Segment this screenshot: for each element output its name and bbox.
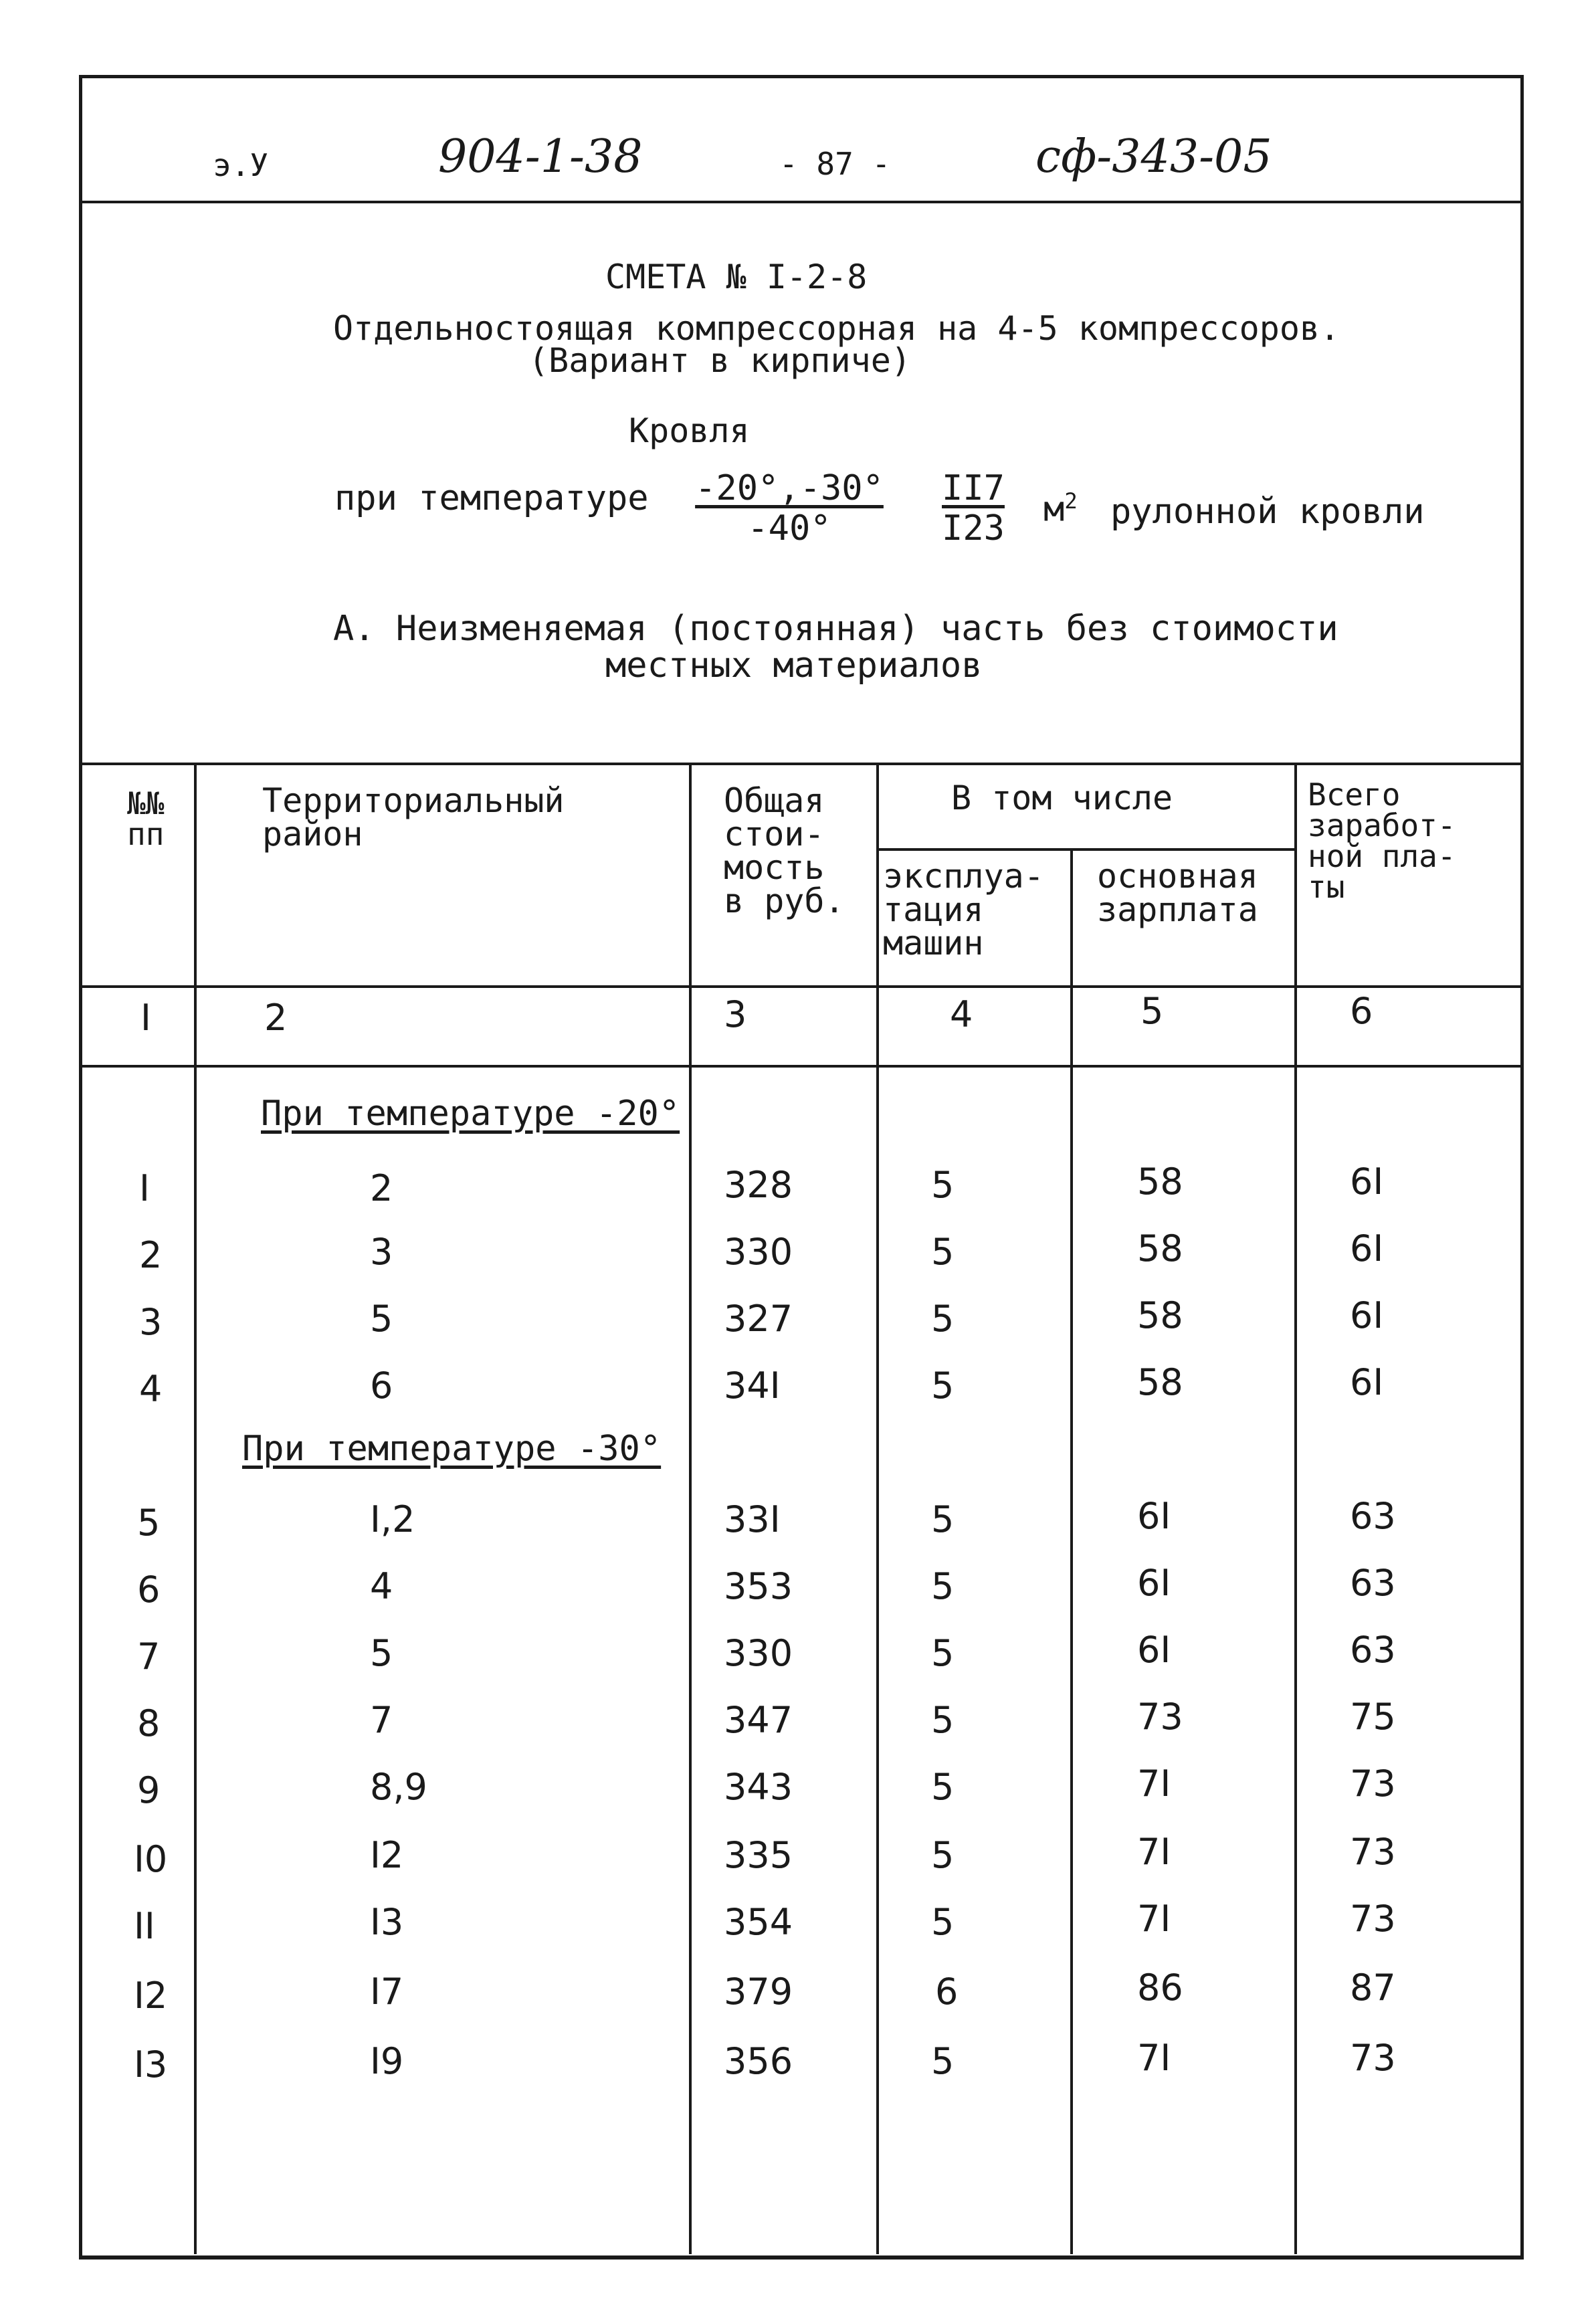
base-salary: 7I: [1137, 1831, 1171, 1873]
subheader-rule: [876, 848, 1294, 851]
total-cost: 330: [724, 1632, 793, 1674]
total-cost: 379: [724, 1971, 793, 2013]
region: 2: [370, 1167, 393, 1209]
total-cost: 335: [724, 1834, 793, 1876]
base-salary: 6I: [1137, 1562, 1171, 1604]
region: 5: [370, 1632, 393, 1674]
project-number: 904-1-38: [438, 130, 643, 183]
area-unit: [1043, 488, 1078, 529]
temperature-numerator: -20°,-30°: [695, 468, 884, 508]
base-salary: 58: [1137, 1294, 1183, 1336]
unit-text: м: [1043, 489, 1065, 530]
total-cost: 328: [724, 1164, 793, 1206]
column-number: 2: [264, 997, 288, 1039]
area-fraction: [933, 468, 1013, 548]
region: I9: [370, 2040, 404, 2082]
row-number: 6: [137, 1569, 161, 1611]
total-salary: 6I: [1350, 1361, 1384, 1403]
total-cost: 343: [724, 1766, 793, 1808]
header-rule: [79, 201, 1520, 203]
temperature-fraction: [689, 468, 890, 548]
row-number: 9: [137, 1769, 161, 1811]
roof-type: рулонной кровли: [1110, 492, 1425, 532]
total-salary: 73: [1350, 1831, 1396, 1873]
col-divider-4: [1070, 848, 1073, 2254]
total-salary: 87: [1350, 1967, 1396, 2009]
header-base-salary: основная зарплата: [1097, 857, 1258, 929]
machines: 5: [931, 1298, 955, 1340]
machines: 5: [931, 1699, 955, 1741]
row-number: II: [134, 1905, 155, 1947]
row-number: 7: [137, 1635, 161, 1678]
total-salary: 6I: [1350, 1227, 1384, 1270]
total-salary: 63: [1350, 1562, 1396, 1604]
row-number: 3: [139, 1301, 163, 1343]
total-cost: 33I: [724, 1498, 781, 1540]
total-cost: 353: [724, 1565, 793, 1607]
region: 4: [370, 1565, 393, 1607]
region: 8,9: [370, 1766, 427, 1808]
region: 3: [370, 1231, 393, 1273]
row-number: 4: [139, 1368, 163, 1410]
row-number: I2: [134, 1975, 168, 2017]
part-heading: А. Неизменяемая (постоянная) часть без стоимости: [333, 609, 1338, 649]
header-row-number: №№ пп: [127, 785, 165, 852]
column-number: 4: [950, 993, 973, 1035]
region: I7: [370, 1971, 404, 2013]
total-cost: 347: [724, 1699, 793, 1741]
base-salary: 58: [1137, 1361, 1183, 1403]
base-salary: 58: [1137, 1161, 1183, 1203]
header-mark: э.У: [213, 147, 269, 183]
page-number: - 87 -: [779, 146, 891, 182]
unit-exponent: 2: [1064, 488, 1078, 514]
row-number: I: [139, 1167, 150, 1209]
header-bottom-rule: [79, 985, 1520, 988]
row-number: 5: [137, 1502, 161, 1544]
total-salary: 73: [1350, 2037, 1396, 2079]
machines: 5: [931, 1231, 955, 1273]
table-top-rule: [79, 763, 1520, 765]
machines: 5: [931, 1164, 955, 1206]
machines: 5: [931, 1834, 955, 1876]
header-including: В том числе: [951, 779, 1173, 817]
machines: 5: [931, 1498, 955, 1540]
total-cost: 356: [724, 2040, 793, 2082]
region: I,2: [370, 1498, 415, 1540]
region: I2: [370, 1834, 404, 1876]
base-salary: 86: [1137, 1967, 1183, 2009]
temperature-denominator: -40°: [747, 508, 831, 548]
total-cost: 354: [724, 1901, 793, 1943]
base-salary: 6I: [1137, 1495, 1171, 1537]
machines: 5: [931, 1365, 955, 1407]
document-code: сф-343-05: [1035, 130, 1272, 183]
machines: 5: [931, 1565, 955, 1607]
temperature-label: при температуре: [334, 478, 649, 518]
col-divider-5: [1294, 763, 1297, 2254]
total-salary: 73: [1350, 1763, 1396, 1805]
total-salary: 63: [1350, 1629, 1396, 1671]
total-cost: 327: [724, 1298, 793, 1340]
base-salary: 7I: [1137, 1763, 1171, 1805]
col-divider-3: [876, 763, 879, 2254]
total-salary: 6I: [1350, 1294, 1384, 1336]
header-total-cost: Общая стои- мость в руб.: [724, 781, 845, 920]
column-number: I: [140, 997, 151, 1039]
total-cost: 330: [724, 1231, 793, 1273]
total-salary: 75: [1350, 1696, 1396, 1738]
area-numerator: II7: [942, 468, 1005, 508]
header-region: Территориальный район: [262, 781, 565, 854]
total-salary: 63: [1350, 1495, 1396, 1537]
total-cost: 34I: [724, 1365, 781, 1407]
header-machines: эксплуа- тация машин: [883, 857, 1044, 963]
column-numbers-rule: [79, 1065, 1520, 1068]
base-salary: 7I: [1137, 2037, 1171, 2079]
row-number: I0: [134, 1838, 168, 1880]
base-salary: 6I: [1137, 1629, 1171, 1671]
total-salary: 73: [1350, 1898, 1396, 1940]
estimate-variant: (Вариант в кирпиче): [528, 341, 911, 380]
base-salary: 7I: [1137, 1898, 1171, 1940]
machines: 6: [935, 1971, 959, 2013]
header-total-salary: Всего заработ- ной пла- ты: [1308, 777, 1456, 905]
base-salary: 58: [1137, 1227, 1183, 1270]
row-number: I3: [134, 2043, 168, 2086]
page-frame: [79, 75, 1524, 2260]
estimate-subtitle: Отдельностоящая компрессорная на 4-5 компрессоров.: [333, 309, 1340, 348]
machines: 5: [931, 2040, 955, 2082]
row-number: 8: [137, 1702, 161, 1744]
machines: 5: [931, 1766, 955, 1808]
column-number: 3: [724, 993, 747, 1035]
machines: 5: [931, 1901, 955, 1943]
part-heading-line2: местных материалов: [605, 645, 983, 686]
base-salary: 73: [1137, 1696, 1183, 1738]
machines: 5: [931, 1632, 955, 1674]
col-divider-2: [689, 763, 692, 2254]
region: 6: [370, 1365, 393, 1407]
col-divider-1: [194, 763, 197, 2254]
estimate-title: СМЕТА № I-2-8: [605, 258, 868, 296]
area-denominator: I23: [942, 508, 1005, 548]
row-number: 2: [139, 1234, 163, 1276]
section-title: Кровля: [629, 411, 750, 450]
region: I3: [370, 1901, 404, 1943]
column-number: 5: [1140, 990, 1164, 1032]
region: 7: [370, 1699, 393, 1741]
group-heading: При температуре -30°: [242, 1429, 662, 1469]
group-heading: При температуре -20°: [261, 1094, 680, 1134]
region: 5: [370, 1298, 393, 1340]
column-number: 6: [1350, 990, 1373, 1032]
total-salary: 6I: [1350, 1161, 1384, 1203]
